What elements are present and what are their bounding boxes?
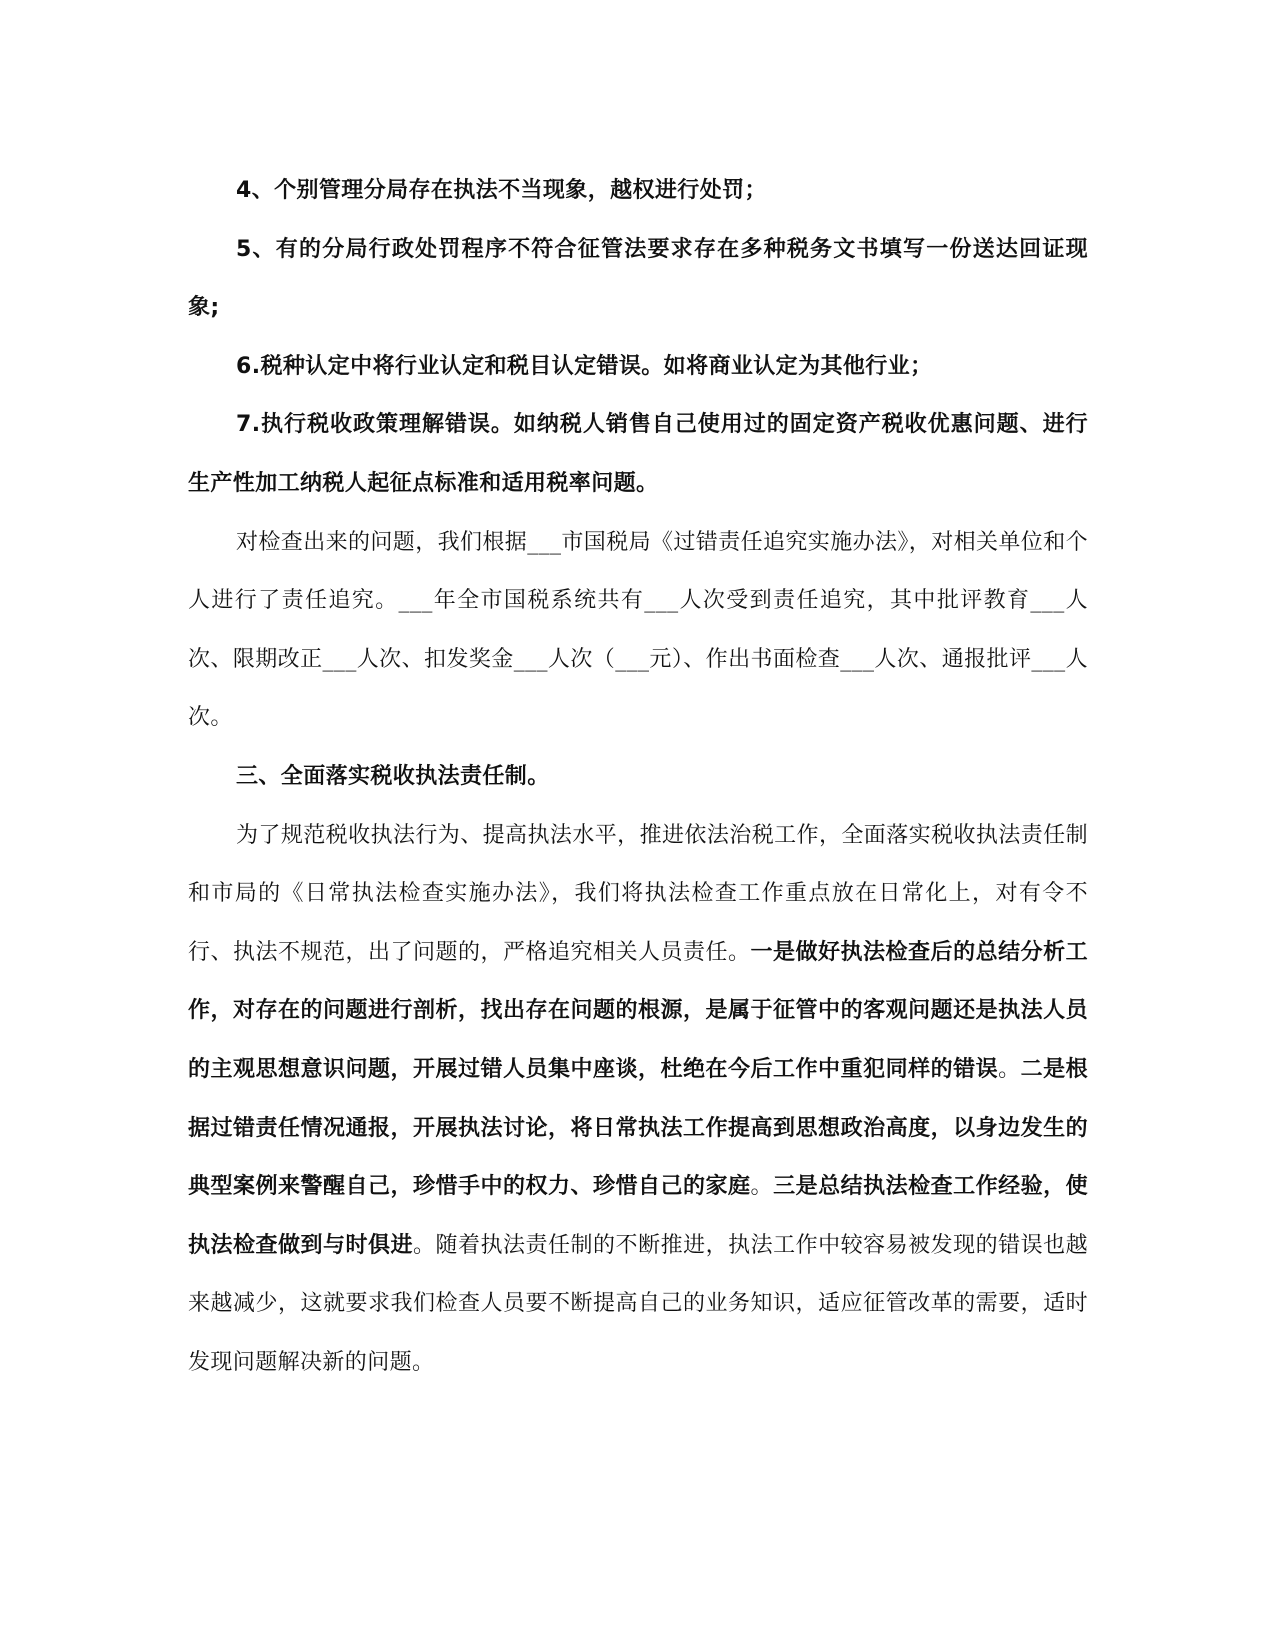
paragraph-closing: 随着执法责任制的不断推进，执法工作中较容易被发现的错误也越来越减少，这就要求我们检查人员要不断提高自己的业务知识，适应征管改革的需要，适时发现问题解决新的问题。 (188, 1232, 1088, 1375)
document-page (188, 162, 1088, 1392)
list-item-7: 7.执行税收政策理解错误。如纳税人销售自己使用过的固定资产税收优惠问题、进行生产性加工纳税人起征点标准和适用税率问题。 (188, 412, 1088, 496)
point-two-end: 。 (750, 1174, 774, 1200)
point-one: 一是做好执法检查后的总结分析工作，对存在的问题进行剖析，找出存在问题的根源，是属于征管中的客观问题还是执法人员的主观思想意识问题，开展过错人员集中座谈，杜绝在今后工作中重犯同样的错误 (188, 939, 1088, 1082)
responsibility-paragraph (188, 807, 1088, 1393)
list-item-4: 4、个别管理分局存在执法不当现象，越权进行处罚； (236, 178, 767, 203)
list-item-5: 5、有的分局行政处罚程序不符合征管法要求存在多种税务文书填写一份送达回证现象; (188, 236, 1088, 321)
point-one-end: 。 (998, 1056, 1021, 1082)
list-item-6: 6.税种认定中将行业认定和税目认定错误。如将商业认定为其他行业； (236, 353, 933, 379)
point-three: 三是总结执法检查工作经验，使执法检查做到与时俱进 (188, 1174, 1088, 1258)
paragraph-intro: 为了规范税收执法行为、提高执法水平，推进依法治税工作，全面落实税收执法责任制和市局的《日常执法检查实施办法》，我们将执法检查工作重点放在日常化上，对有令不行、执法不规范，出了问题的，严格追究相关人员责任。 (188, 822, 1088, 965)
point-three-end: 。 (413, 1232, 436, 1258)
accountability-paragraph: 对检查出来的问题，我们根据___市国税局《过错责任追究实施办法》，对相关单位和个人进行了责任追究。___年全市国税系统共有___人次受到责任追究，其中批评教育___人次、限期改正___人次、扣发奖金___人次（___元）、作出书面检查___人次、通报批评___人次。 (188, 529, 1089, 731)
section-heading: 三、全面落实税收执法责任制。 (236, 763, 550, 789)
point-two: 二是根据过错责任情况通报，开展执法讨论，将日常执法工作提高到思想政治高度，以身边发生的典型案例来警醒自己，珍惜手中的权力、珍惜自己的家庭 (188, 1056, 1089, 1200)
